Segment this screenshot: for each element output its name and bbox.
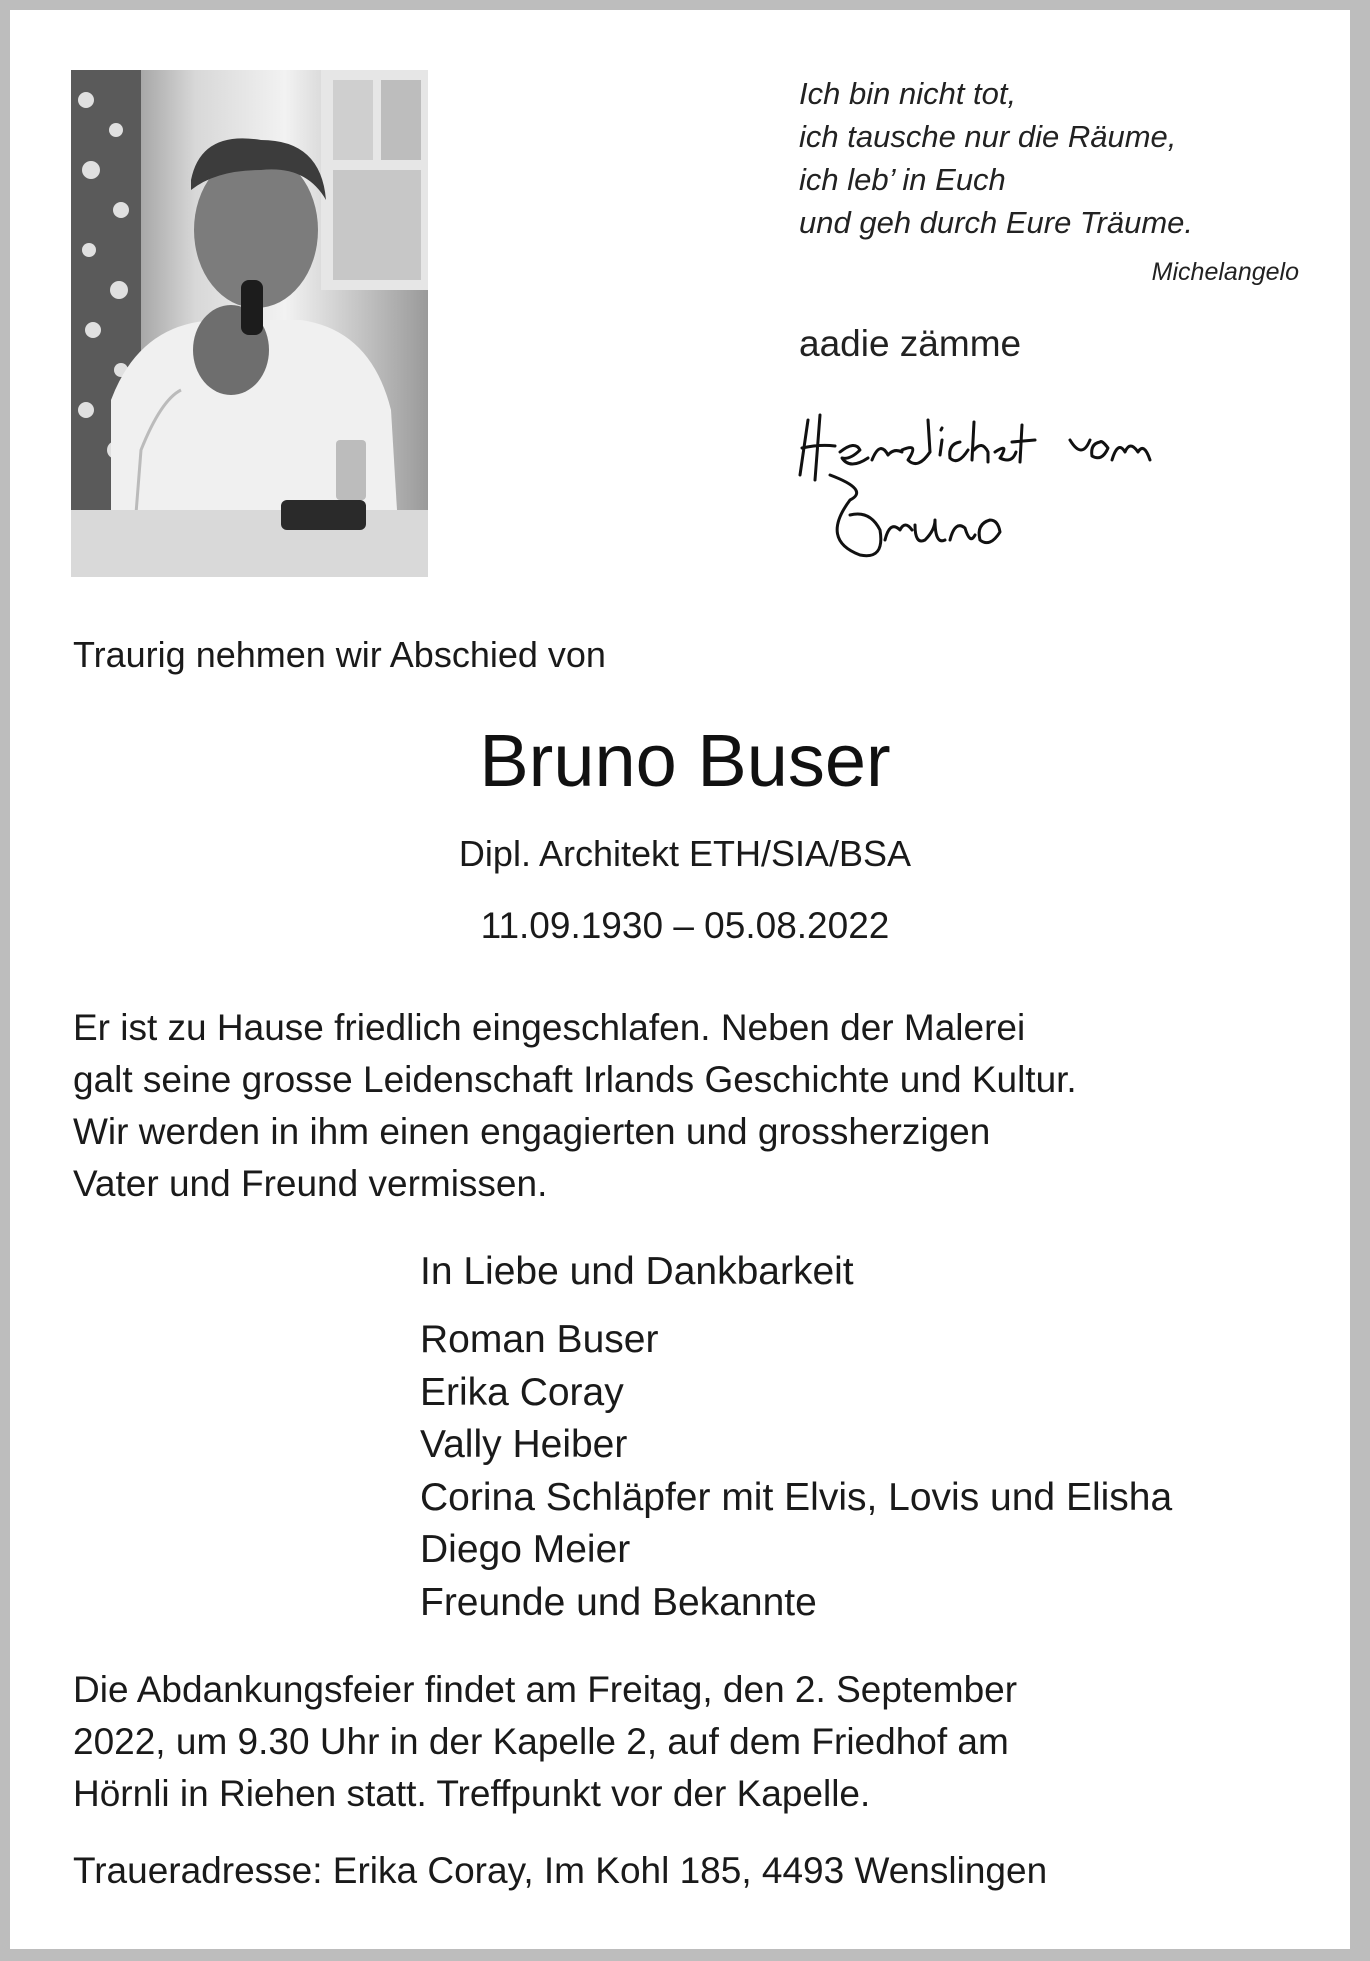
mourner-name: Freunde und Bekannte <box>420 1580 817 1624</box>
poem-line: ich leb’ in Euch <box>799 162 1006 197</box>
closing-text: In Liebe und Dankbarkeit <box>420 1250 854 1293</box>
ceremony-line: Die Abdankungsfeier findet am Freitag, den 2. September <box>73 1669 1018 1710</box>
mourning-address: Traueradresse: Erika Coray, Im Kohl 185, 4493 Wenslingen <box>73 1850 1048 1891</box>
deceased-profession: Dipl. Architekt ETH/SIA/BSA <box>458 833 912 874</box>
poem <box>799 72 1299 244</box>
ceremony-line: Hörnli in Riehen statt. Treffpunkt vor der Kapelle. <box>73 1773 871 1814</box>
mourner-name: Vally Heiber <box>420 1423 628 1466</box>
deceased-name: Bruno Buser <box>479 719 891 802</box>
mourner-name: Erika Coray <box>420 1370 624 1414</box>
mourner-name: Corina Schläpfer mit Elvis, Lovis und Elisha <box>420 1475 1173 1519</box>
poem-author: Michelangelo <box>1151 258 1299 286</box>
message-line: Wir werden in ihm einen engagierten und grossherzigen <box>73 1111 991 1152</box>
poem-line: und geh durch Eure Träume. <box>799 205 1194 240</box>
intro-text: Traurig nehmen wir Abschied von <box>73 634 606 675</box>
farewell-text: aadie zämme <box>799 323 1022 364</box>
portrait-photo <box>71 70 428 577</box>
poem-line: Ich bin nicht tot, <box>799 76 1017 111</box>
handwritten-signature <box>790 380 1290 580</box>
message-paragraph <box>73 1002 1077 1210</box>
mourner-name: Roman Buser <box>420 1318 659 1361</box>
ceremony-paragraph <box>73 1664 1017 1820</box>
ceremony-line: 2022, um 9.30 Uhr in der Kapelle 2, auf dem Friedhof am <box>73 1721 1009 1762</box>
message-line: galt seine grosse Leidenschaft Irlands Geschichte und Kultur. <box>73 1059 1077 1100</box>
mourners-list <box>420 1314 1172 1629</box>
message-line: Er ist zu Hause friedlich eingeschlafen. Neben der Malerei <box>73 1007 1026 1048</box>
mourner-name: Diego Meier <box>420 1528 631 1571</box>
message-line: Vater und Freund vermissen. <box>73 1163 548 1204</box>
obituary-page <box>10 10 1350 1949</box>
poem-line: ich tausche nur die Räume, <box>799 119 1177 154</box>
life-dates: 11.09.1930 – 05.08.2022 <box>480 905 890 946</box>
